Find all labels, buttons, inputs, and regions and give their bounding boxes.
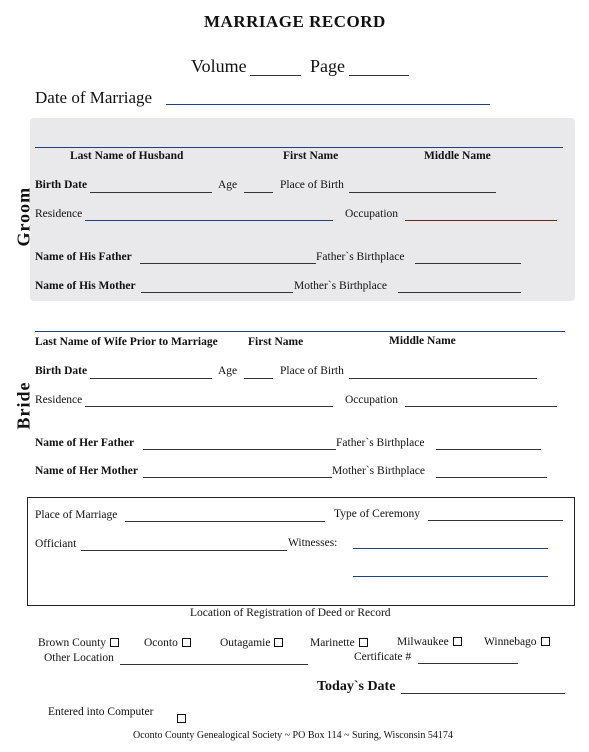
certificate-label: Certificate #: [354, 651, 412, 663]
bride-father-birthplace-label: Father`s Birthplace: [336, 437, 425, 449]
page-title: MARRIAGE RECORD: [204, 12, 386, 31]
county-brown-checkbox[interactable]: [110, 638, 119, 647]
bride-age-label: Age: [218, 365, 238, 377]
officiant-field[interactable]: [81, 550, 287, 551]
witnesses-label: Witnesses:: [288, 537, 338, 549]
groom-middle-name-label: Middle Name: [424, 150, 491, 162]
county-marinette-checkbox[interactable]: [359, 638, 368, 647]
county-winnebago-label: Winnebago: [484, 636, 537, 648]
bride-father-birthplace-field[interactable]: [436, 449, 541, 450]
groom-mother-birthplace-label: Mother`s Birthplace: [294, 280, 387, 292]
groom-birth-date-label: Birth Date: [35, 179, 88, 191]
bride-side-label: Bride: [13, 381, 34, 430]
groom-birth-date-field[interactable]: [90, 192, 212, 193]
entered-into-computer-checkbox[interactable]: [177, 714, 186, 723]
groom-age-label: Age: [218, 179, 238, 191]
bride-father-field[interactable]: [143, 449, 336, 450]
groom-mother-label: Name of His Mother: [35, 280, 136, 292]
bride-place-of-birth-label: Place of Birth: [280, 365, 344, 377]
county-outagamie[interactable]: [220, 637, 283, 649]
groom-first-name-label: First Name: [283, 150, 339, 162]
bride-name-line[interactable]: [35, 331, 565, 332]
groom-father-field[interactable]: [140, 263, 316, 264]
groom-place-of-birth-field[interactable]: [349, 192, 496, 193]
groom-father-birthplace-field[interactable]: [415, 263, 521, 264]
bride-mother-birthplace-label: Mother`s Birthplace: [332, 465, 425, 477]
date-of-marriage-label: Date of Marriage: [35, 88, 153, 107]
county-outagamie-checkbox[interactable]: [274, 638, 283, 647]
groom-mother-birthplace-field[interactable]: [398, 292, 521, 293]
bride-occupation-field[interactable]: [405, 406, 557, 407]
county-milwaukee[interactable]: [397, 636, 462, 648]
groom-occupation-label: Occupation: [345, 208, 399, 220]
county-brown-label: Brown County: [38, 637, 107, 649]
county-winnebago[interactable]: [484, 636, 550, 648]
bride-mother-birthplace-field[interactable]: [436, 477, 547, 478]
groom-mother-field[interactable]: [141, 292, 293, 293]
volume-field[interactable]: [250, 75, 301, 76]
bride-residence-field[interactable]: [85, 406, 333, 407]
witness-1-field[interactable]: [353, 548, 548, 549]
bride-mother-label: Name of Her Mother: [35, 465, 138, 477]
certificate-field[interactable]: [418, 663, 518, 664]
todays-date-label: Today`s Date: [317, 679, 396, 694]
groom-place-of-birth-label: Place of Birth: [280, 179, 344, 191]
groom-father-birthplace-label: Father`s Birthplace: [316, 251, 405, 263]
bride-birth-date-field[interactable]: [90, 378, 212, 379]
place-of-marriage-label: Place of Marriage: [35, 509, 118, 521]
bride-middle-name-label: Middle Name: [389, 335, 456, 347]
groom-residence-field[interactable]: [85, 220, 333, 221]
county-outagamie-label: Outagamie: [220, 637, 271, 649]
date-of-marriage-field[interactable]: [166, 104, 490, 105]
groom-father-label: Name of His Father: [35, 251, 132, 263]
other-location-label: Other Location: [44, 652, 114, 664]
entered-into-computer-label: Entered into Computer: [48, 706, 154, 718]
bride-occupation-label: Occupation: [345, 394, 399, 406]
volume-label: Volume: [191, 56, 247, 76]
groom-age-field[interactable]: [244, 192, 273, 193]
bride-birth-date-label: Birth Date: [35, 365, 88, 377]
county-milwaukee-checkbox[interactable]: [453, 637, 462, 646]
groom-occupation-field[interactable]: [405, 220, 557, 221]
page-label: Page: [310, 56, 345, 76]
registration-heading: Location of Registration of Deed or Record: [190, 607, 391, 619]
bride-father-label: Name of Her Father: [35, 437, 135, 449]
place-of-marriage-field[interactable]: [125, 521, 325, 522]
type-of-ceremony-field[interactable]: [428, 520, 563, 521]
county-winnebago-checkbox[interactable]: [541, 637, 550, 646]
footer-text: Oconto County Genealogical Society ~ PO Box 114 ~ Suring, Wisconsin 54174: [133, 730, 453, 741]
bride-first-name-label: First Name: [248, 336, 304, 348]
witness-2-field[interactable]: [353, 576, 548, 577]
county-marinette-label: Marinette: [310, 637, 355, 649]
county-oconto-label: Oconto: [144, 637, 178, 649]
type-of-ceremony-label: Type of Ceremony: [334, 508, 421, 520]
bride-last-name-label: Last Name of Wife Prior to Marriage: [35, 336, 218, 348]
county-marinette[interactable]: [310, 637, 368, 649]
county-milwaukee-label: Milwaukee: [397, 636, 449, 648]
other-location-field[interactable]: [120, 664, 308, 665]
groom-residence-label: Residence: [35, 208, 83, 220]
groom-name-line[interactable]: [35, 147, 563, 148]
county-oconto-checkbox[interactable]: [182, 638, 191, 647]
county-oconto[interactable]: [144, 637, 191, 649]
todays-date-field[interactable]: [401, 693, 565, 694]
bride-age-field[interactable]: [244, 378, 273, 379]
officiant-label: Officiant: [35, 538, 77, 550]
county-brown[interactable]: [38, 637, 119, 649]
bride-mother-field[interactable]: [143, 477, 332, 478]
groom-last-name-label: Last Name of Husband: [70, 150, 184, 162]
groom-section: [30, 118, 575, 301]
bride-residence-label: Residence: [35, 394, 83, 406]
groom-side-label: Groom: [13, 186, 34, 247]
page-field[interactable]: [349, 75, 409, 76]
bride-place-of-birth-field[interactable]: [349, 378, 537, 379]
